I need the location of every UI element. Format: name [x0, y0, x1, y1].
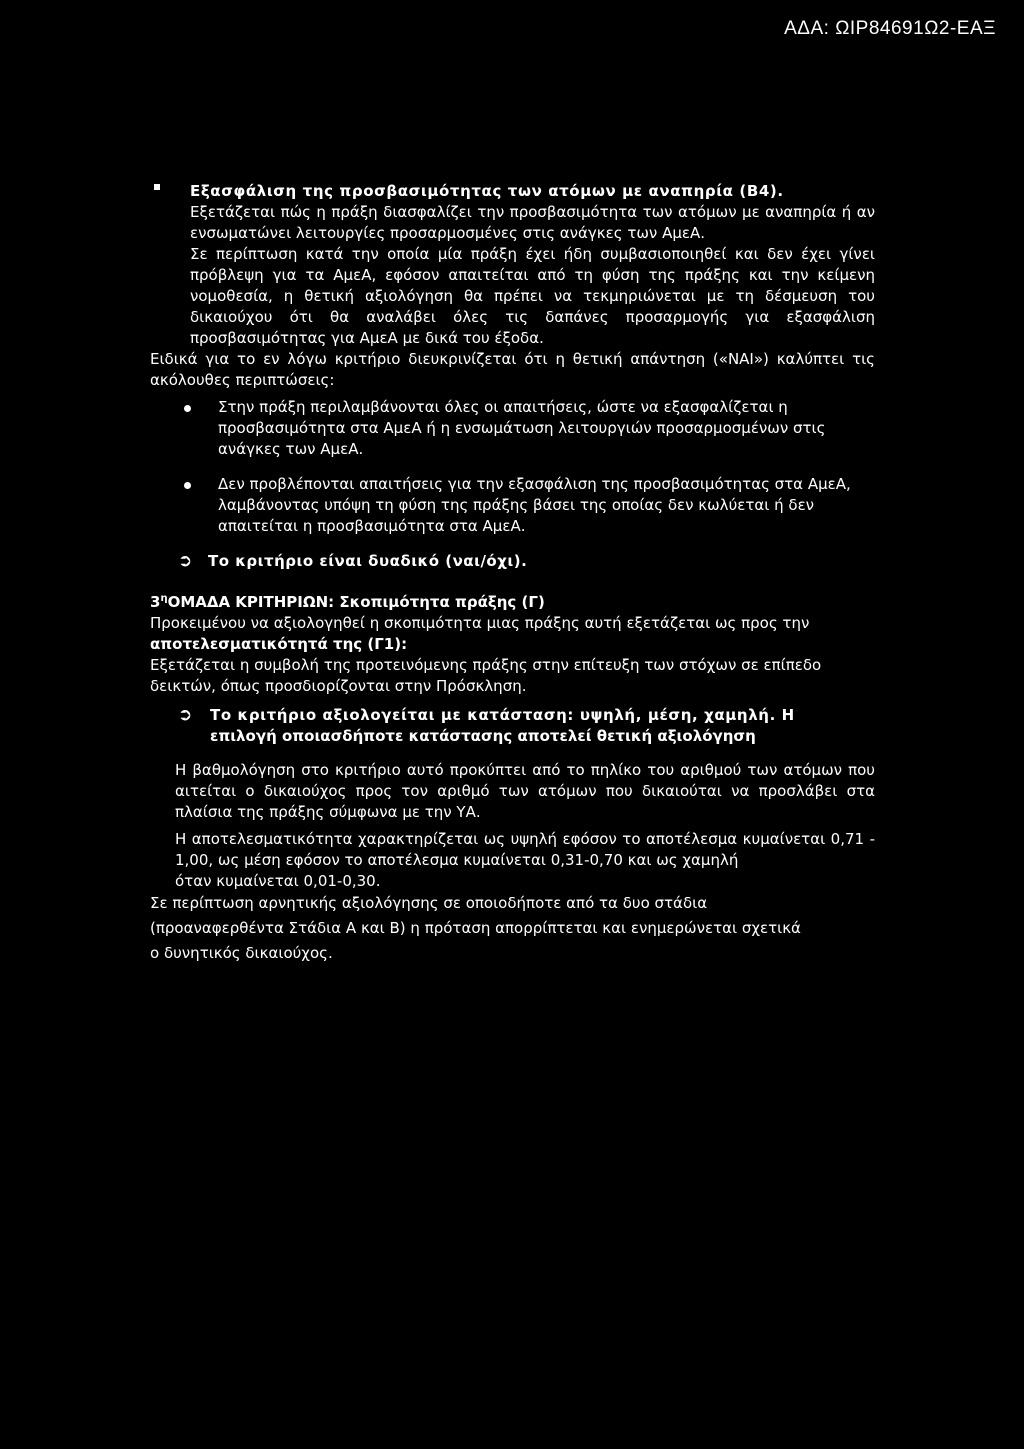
- group3-description: Εξετάζεται η συμβολή της προτεινόμενης πράξης στην επίτευξη των στόχων σε επίπεδο δεικτών, όπως προσδιορίζονται στην Πρόσκληση.: [150, 656, 822, 695]
- bullet-item-2: [218, 474, 858, 537]
- section-b4: [190, 181, 875, 349]
- bullet-item-1-text: Στην πράξη περιλαμβάνονται όλες οι απαιτήσεις, ώστε να εξασφαλίζεται η προσβασιμότητα στα ΑμεΑ ή η ενσωμάτωση λειτουργιών προσαρμοσμένων στις ανάγκες των ΑμεΑ.: [218, 398, 826, 458]
- group3-section: [150, 592, 875, 697]
- rating-criterion-note: Το κριτήριο αξιολογείται με κατάσταση: υψηλή, μέση, χαμηλή. Η επιλογή οποιασδήποτε κατάστασης αποτελεί θετική αξιολόγηση: [210, 706, 795, 745]
- section-b4-para3-block: [150, 349, 875, 391]
- square-bullet-icon: [154, 184, 160, 190]
- negative-evaluation-paragraph: Σε περίπτωση αρνητικής αξιολόγησης σε οποιοδήποτε από τα δυο στάδια (προαναφερθέντα Στάδια Α και Β) η πρόταση απορρίπτεται και ενημερώνεται σχετικά ο δυνητικός δικαιούχος.: [150, 894, 801, 962]
- group3-intro: Προκειμένου να αξιολογηθεί η σκοπιμότητα μιας πράξης αυτή εξετάζεται ως προς την αποτελεσματικότητά της (Γ1):: [150, 614, 810, 653]
- bullet-dot-icon: [184, 405, 191, 412]
- binary-criterion-note: Το κριτήριο είναι δυαδικό (ναι/όχι).: [208, 552, 528, 570]
- ada-identifier: ΑΔΑ: ΩΙΡ84691Ω2-ΕΑΞ: [784, 18, 996, 39]
- section-b4-para3: Ειδικά για το εν λόγω κριτήριο διευκρινίζεται ότι η θετική απάντηση («ΝΑΙ») καλύπτει τις ακόλουθες περιπτώσεις:: [150, 350, 875, 389]
- bullet-dot-icon: [184, 482, 191, 489]
- bullet-item-2-text: Δεν προβλέπονται απαιτήσεις για την εξασφάλιση της προσβασιμότητας στα ΑμεΑ, λαμβάνοντας υπόψη τη φύση της πράξης βάσει της οποίας δεν κωλύεται ή δεν απαιτείται η προσβασιμότητα στα ΑμεΑ.: [218, 475, 851, 535]
- group3-heading: $3^\eta OMA\Delta A$ ΚΡΙΤΗΡΙΩΝ: Σκοπιμότητα πράξης (Γ): [150, 593, 545, 611]
- section-b4-para2: Σε περίπτωση κατά την οποία μία πράξη έχει ήδη συμβασιοποιηθεί και δεν έχει γίνει πρόβλεψη για τα ΑμεΑ, εφόσον απαιτείται από τη φύση της πράξης και την κείμενη νομοθεσία, η θετική αξιολόγηση θα πρέπει να τεκμηριώνεται με τη δέσμευση του δικαιούχου ότι θα αναλάβει όλες τις δαπάνες προσαρμογής για εξασφάλιση προσβασιμότητας για ΑμεΑ με δικά του έξοδα.: [190, 245, 875, 347]
- arrow-right-icon: ➲: [178, 551, 193, 571]
- arrow-right-icon: ➲: [178, 705, 193, 725]
- effectiveness-paragraph: Η αποτελεσματικότητα χαρακτηρίζεται ως υψηλή εφόσον το αποτέλεσμα κυμαίνεται 0,71 - 1,00, ως μέση εφόσον το αποτέλεσμα κυμαίνεται 0,31-0,70 και ως χαμηλή όταν κυμαίνεται 0,01-0,30.: [175, 830, 875, 890]
- scoring-paragraph: Η βαθμολόγηση στο κριτήριο αυτό προκύπτει από το πηλίκο του αριθμού των ατόμων που αιτείται ο δικαιούχος προς τον αριθμό των ατόμων που δικαιούται να προσλάβει στα πλαίσια της πράξης σύμφωνα με την ΥΑ.: [175, 761, 875, 821]
- bullet-item-1: [218, 397, 858, 460]
- section-b4-heading: Εξασφάλιση της προσβασιμότητας των ατόμων με αναπηρία (Β4).: [190, 182, 784, 200]
- section-b4-para1: Εξετάζεται πώς η πράξη διασφαλίζει την προσβασιμότητα των ατόμων με αναπηρία ή αν ενσωματώνει λειτουργίες προσαρμοσμένες στις ανάγκες των ΑμεΑ.: [190, 203, 875, 242]
